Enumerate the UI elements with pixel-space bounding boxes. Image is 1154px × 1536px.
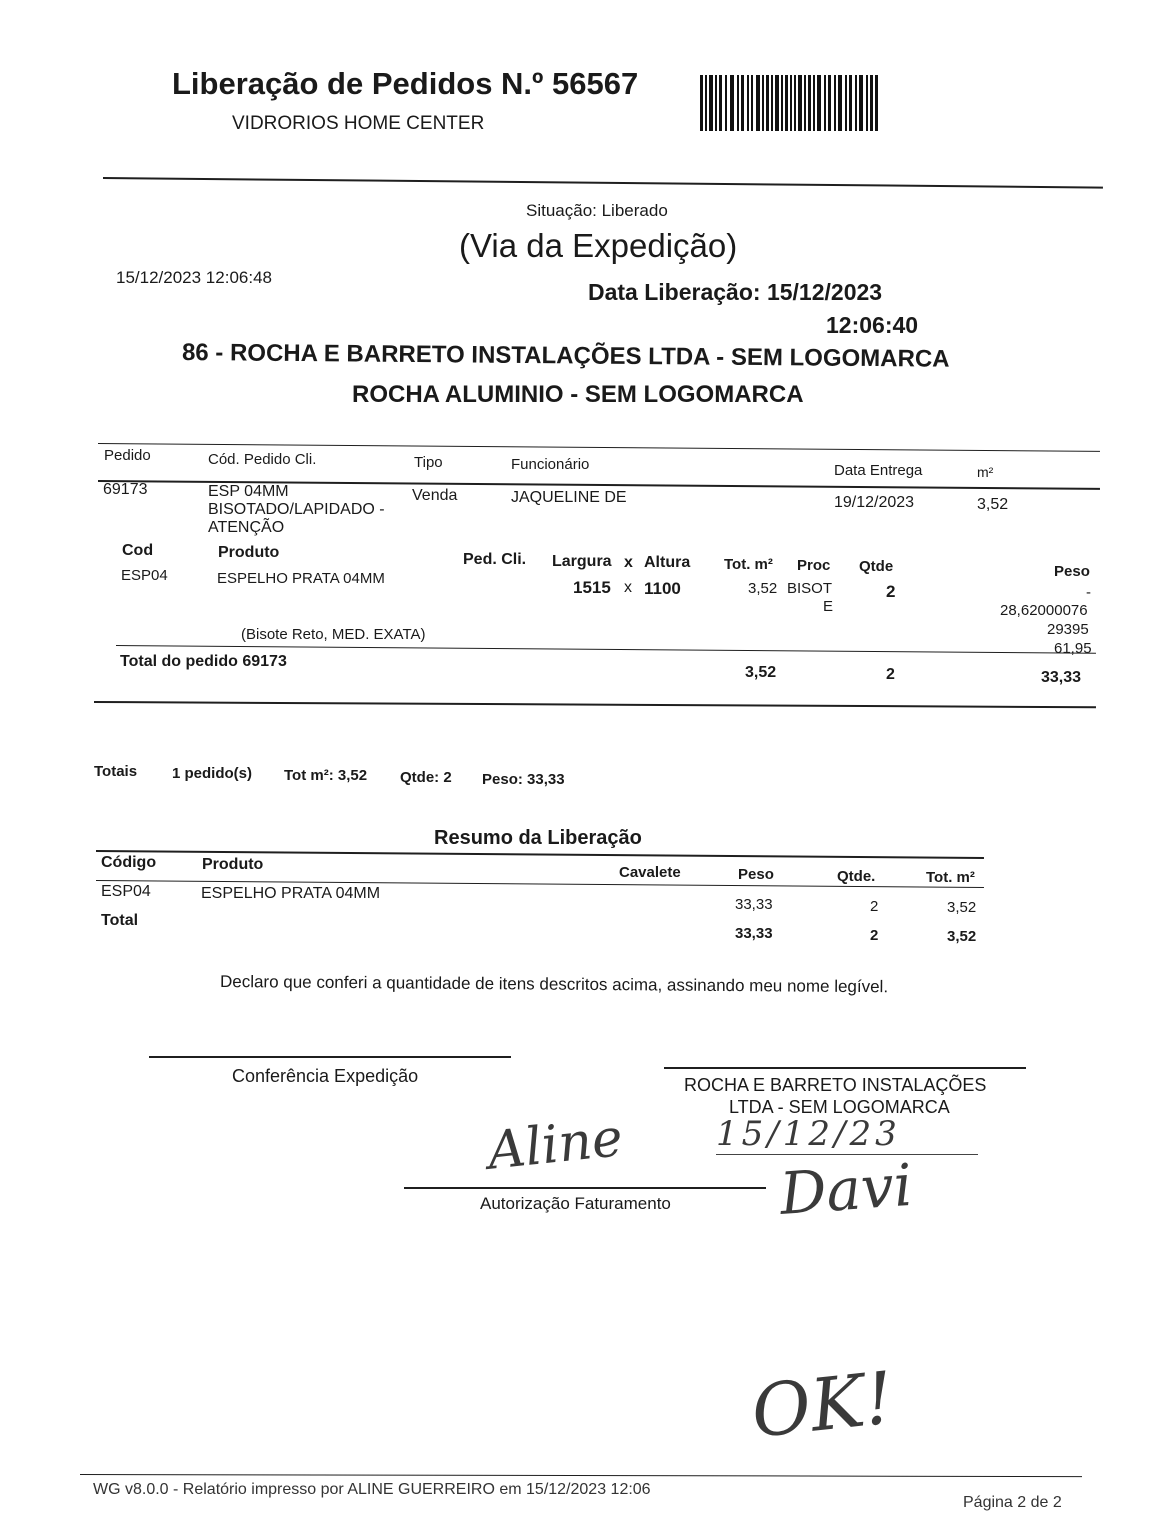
summary-row-peso: 33,33 [735, 896, 773, 913]
item-largura: 1515 [573, 578, 611, 597]
totals-peso: Peso: 33,33 [482, 771, 565, 788]
handwritten-ok: OK! [747, 1355, 898, 1454]
totals-pedidos: 1 pedido(s) [172, 765, 253, 782]
summary-header-codigo: Código [101, 854, 157, 871]
conferencia-signature-line [149, 1056, 511, 1058]
item-note: (Bisote Reto, MED. EXATA) [241, 626, 426, 643]
order-data-entrega: 19/12/2023 [834, 494, 915, 511]
autorizacao-signature-line [404, 1187, 766, 1189]
footer-page-number: Página 2 de 2 [963, 1494, 1062, 1511]
status-text: Situação: Liberado [526, 201, 668, 220]
company-name: VIDRORIOS HOME CENTER [232, 113, 485, 134]
summary-header-qtde: Qtde. [837, 868, 876, 885]
client-name: 86 - ROCHA E BARRETO INSTALAÇÕES LTDA - SEM LOGOMARCA [181, 339, 950, 373]
client-signature-line1: ROCHA E BARRETO INSTALAÇÕES [684, 1075, 987, 1095]
item-produto: ESPELHO PRATA 04MM [217, 570, 385, 587]
item-header-largura: Largura [552, 553, 612, 570]
release-time: 12:06:40 [826, 312, 919, 338]
item-qtde: 2 [886, 582, 896, 601]
summary-total-peso: 33,33 [735, 925, 773, 942]
footer-printed-by: WG v8.0.0 - Relatório impresso por ALINE GUERREIRO em 15/12/2023 12:06 [93, 1481, 651, 1498]
header-divider [103, 177, 1103, 189]
item-peso-line4: 61,95 [1054, 640, 1092, 657]
order-pedido: 69173 [103, 481, 148, 498]
summary-row-tot-m2: 3,52 [947, 899, 977, 916]
item-proc-line1: BISOT [787, 580, 833, 597]
client-signature-line2: LTDA - SEM LOGOMARCA [729, 1097, 950, 1117]
declaration-text: Declaro que conferi a quantidade de itens descritos acima, assinando meu nome legível. [219, 972, 889, 997]
order-funcionario: JAQUELINE DE [511, 489, 627, 506]
col-header-funcionario: Funcionário [511, 456, 590, 473]
item-tot-m2: 3,52 [748, 580, 778, 597]
item-peso-line1: - [1086, 584, 1091, 601]
item-header-tot-m2: Tot. m² [724, 556, 773, 573]
order-tipo: Venda [412, 487, 458, 504]
item-header-x: x [624, 554, 633, 571]
document-title: Liberação de Pedidos N.º 56567 [172, 66, 639, 101]
item-altura: 1100 [644, 579, 681, 598]
signature-left: Aline [484, 1108, 626, 1182]
item-cod: ESP04 [121, 567, 168, 584]
summary-header-tot-m2: Tot. m² [926, 869, 975, 886]
totals-label: Totais [94, 763, 138, 780]
totals-tot-m2: Tot m²: 3,52 [284, 767, 368, 784]
col-header-tipo: Tipo [414, 454, 443, 471]
totals-qtde: Qtde: 2 [400, 769, 452, 786]
order-total-peso: 33,33 [1041, 669, 1082, 686]
summary-row-codigo: ESP04 [101, 883, 151, 900]
item-header-altura: Altura [644, 554, 691, 571]
summary-row-produto: ESPELHO PRATA 04MM [201, 885, 381, 902]
item-header-qtde: Qtde [859, 558, 894, 575]
item-peso-line3: 29395 [1047, 621, 1089, 638]
summary-total-qtde: 2 [870, 927, 879, 944]
order-cod-line3: ATENÇÃO [208, 519, 285, 536]
item-x: x [624, 579, 632, 596]
item-header-ped-cli: Ped. Cli. [463, 551, 527, 568]
conferencia-label: Conferência Expedição [232, 1066, 419, 1086]
item-peso-line2: 28,62000076 [1000, 602, 1088, 619]
order-total-qtde: 2 [886, 666, 895, 683]
summary-header-cavalete: Cavalete [619, 864, 681, 881]
order-cod-line1: ESP 04MM [208, 483, 289, 500]
order-table-bottom-rule [94, 701, 1096, 708]
item-proc-line2: E [823, 598, 834, 615]
item-header-produto: Produto [218, 544, 280, 561]
summary-header-peso: Peso [738, 866, 774, 883]
barcode-icon [700, 75, 878, 131]
release-date-value: 15/12/2023 [766, 279, 883, 305]
order-total-label: Total do pedido 69173 [120, 653, 287, 670]
client-trade-name: ROCHA ALUMINIO - SEM LOGOMARCA [352, 381, 804, 408]
col-header-m2: m² [977, 464, 994, 480]
summary-header-produto: Produto [202, 856, 264, 873]
release-label: Data Liberação: [588, 279, 761, 305]
footer-rule [80, 1474, 1082, 1477]
col-header-data-entrega: Data Entrega [834, 462, 923, 479]
autorizacao-label: Autorização Faturamento [480, 1194, 671, 1213]
handwritten-date: 15/12/23 [716, 1114, 901, 1154]
summary-row-qtde: 2 [870, 898, 879, 915]
copy-label: (Via da Expedição) [459, 227, 738, 264]
col-header-cod-pedido-cli: Cód. Pedido Cli. [208, 451, 317, 468]
summary-total-label: Total [101, 912, 139, 929]
order-total-tot-m2: 3,52 [745, 664, 777, 681]
summary-title: Resumo da Liberação [434, 827, 642, 849]
col-header-pedido: Pedido [104, 447, 151, 464]
item-header-cod: Cod [122, 542, 154, 559]
print-datetime: 15/12/2023 12:06:48 [116, 268, 272, 287]
summary-total-tot-m2: 3,52 [947, 928, 977, 945]
signature-right: Davi [777, 1150, 915, 1228]
release-date [588, 279, 882, 306]
item-header-peso: Peso [1054, 563, 1090, 580]
client-signature-line [664, 1067, 1026, 1069]
order-cod-line2: BISOTADO/LAPIDADO - [208, 501, 385, 518]
order-m2: 3,52 [977, 496, 1009, 513]
item-header-proc: Proc [797, 557, 831, 574]
